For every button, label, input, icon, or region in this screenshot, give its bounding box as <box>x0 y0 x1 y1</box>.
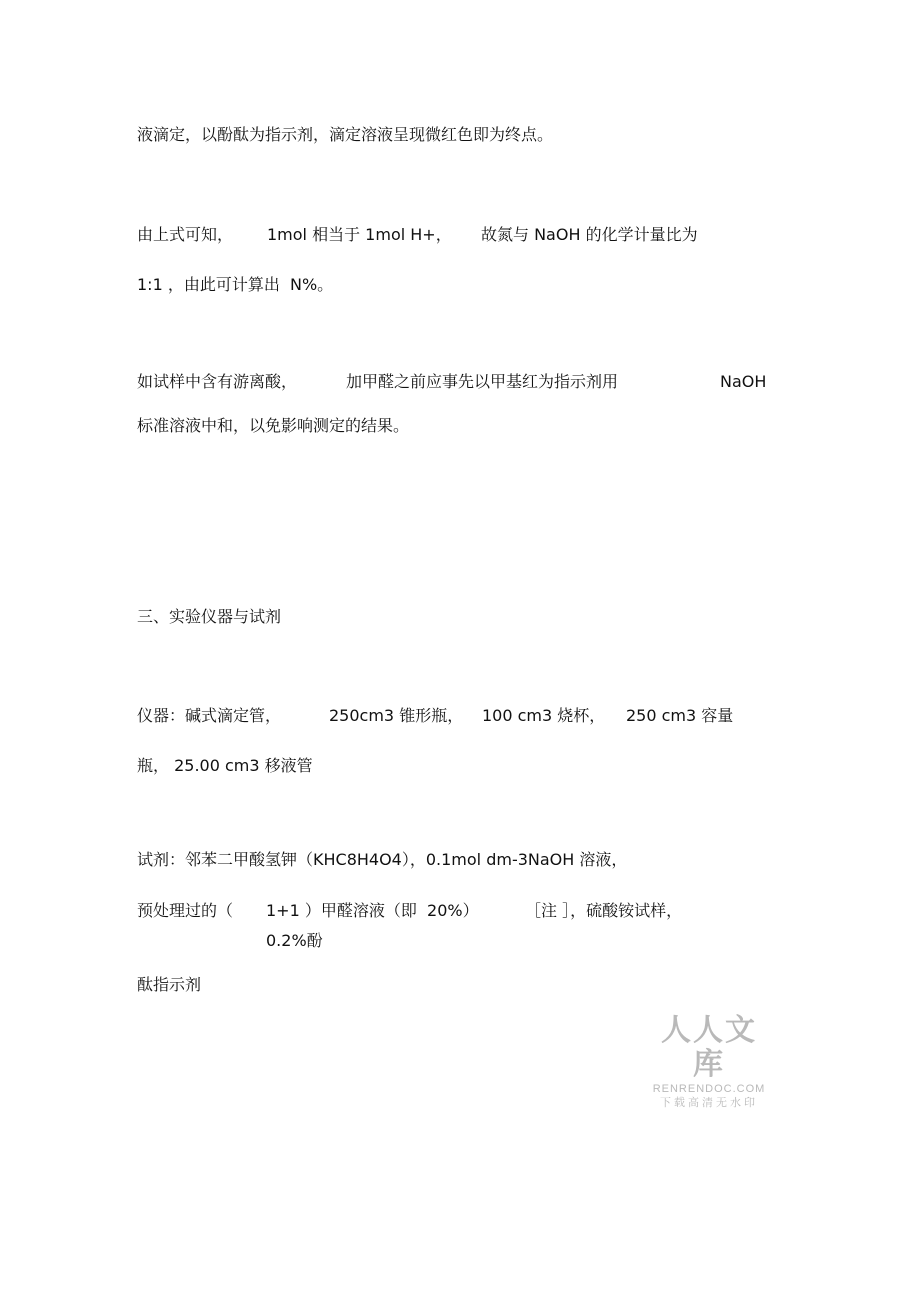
text-line: ［注 ］，硫酸铵试样， <box>525 901 683 920</box>
text-line: 0.2%酚 <box>266 931 323 950</box>
text-line: 瓶， 25.00 cm3 移液管 <box>137 756 313 775</box>
watermark-slogan: 下载高清无水印 <box>660 1096 758 1109</box>
text-line: 加甲醛之前应事先以甲基红为指示剂用 <box>346 372 619 391</box>
text-line: 250 cm3 容量 <box>626 706 734 725</box>
text-line: 由上式可知， <box>137 225 234 244</box>
text-line: 酞指示剂 <box>137 975 202 994</box>
text-line: 标准溶液中和，以免影响测定的结果。 <box>137 416 410 435</box>
renrendoc-watermark-logo <box>646 1014 772 1110</box>
text-line: 如试样中含有游离酸， <box>137 372 298 391</box>
text-line: 1:1 ，由此可计算出 N%。 <box>137 275 334 294</box>
text-line: 1mol 相当于 1mol H+， <box>267 225 452 244</box>
text-line: 预处理过的（ <box>137 901 234 920</box>
text-line: 仪器：碱式滴定管， <box>137 706 282 725</box>
text-line: 1+1 ）甲醛溶液（即 20%） <box>266 901 479 920</box>
watermark-domain: RENRENDOC.COM <box>652 1083 766 1095</box>
text-line: 故氮与 NaOH 的化学计量比为 <box>481 225 698 244</box>
text-line: 液滴定，以酚酞为指示剂，滴定溶液呈现微红色即为终点。 <box>137 125 554 144</box>
text-line: 试剂：邻苯二甲酸氢钾（KHC8H4O4），0.1mol dm-3NaOH 溶液， <box>137 850 628 869</box>
watermark-title: 人人文库 <box>661 1013 757 1082</box>
text-line: NaOH <box>720 372 767 391</box>
text-line: 250cm3 锥形瓶， <box>329 706 464 725</box>
text-line: 100 cm3 烧杯， <box>482 706 606 725</box>
section-heading: 三、实验仪器与试剂 <box>137 607 282 626</box>
